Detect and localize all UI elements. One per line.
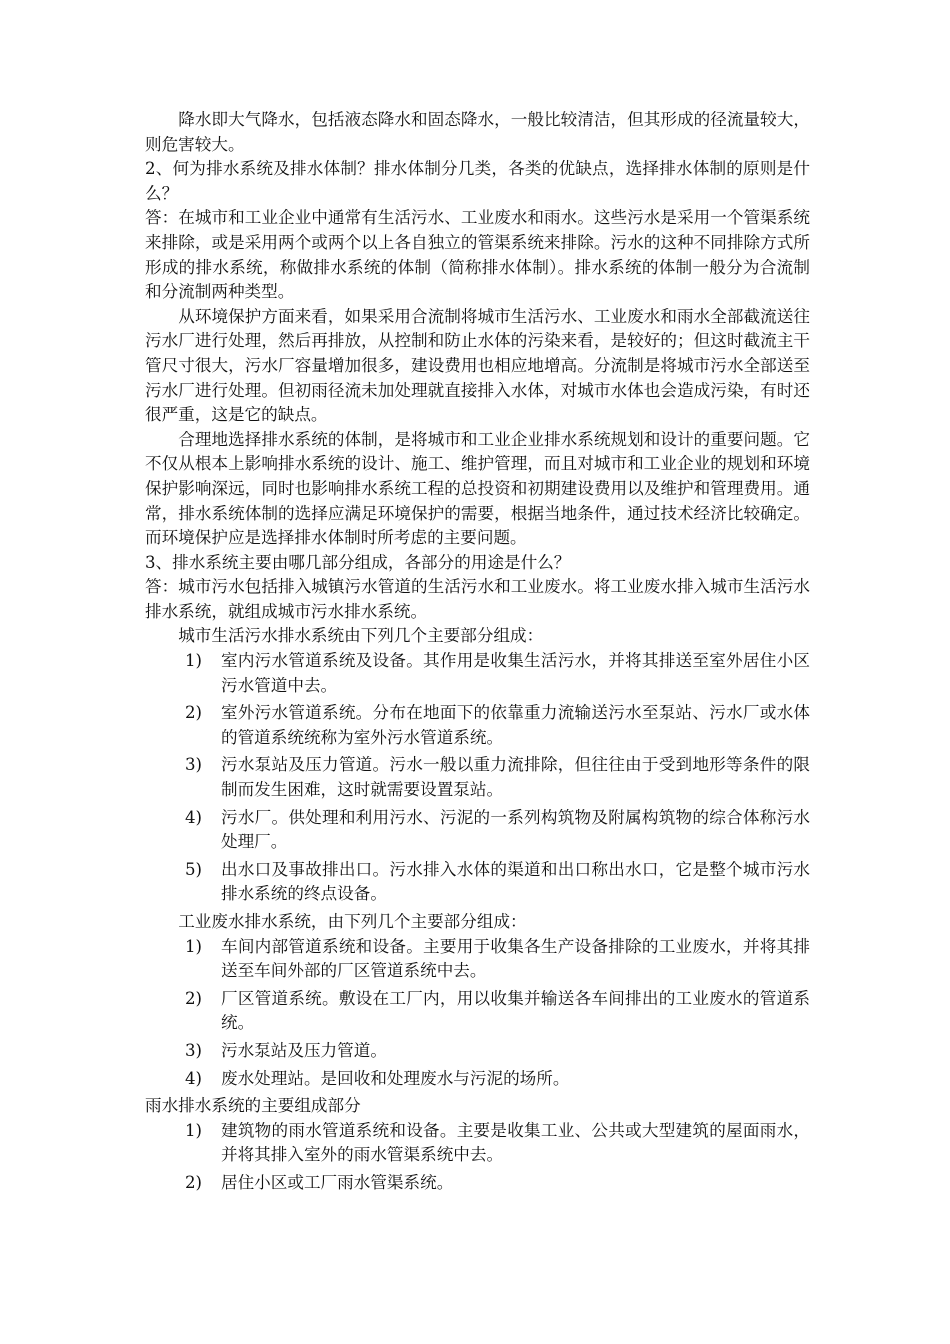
list-item [145,1171,810,1196]
list-item [145,701,810,750]
list-item [145,1067,810,1092]
rainwater-system-list [145,1119,810,1196]
list-item-text: 污水厂。供处理和利用污水、污泥的一系列构筑物及附属构筑物的综合体称污水处理厂。 [221,807,810,852]
list-item-text: 室外污水管道系统。分布在地面下的依靠重力流输送污水至泵站、污水厂或水体的管道系统统称为室外污水管道系统。 [221,703,810,747]
list-item-text: 污水泵站及压力管道。 [221,1040,387,1060]
list-item-number: 3) [185,755,203,775]
list-item-text: 污水泵站及压力管道。污水一般以重力流排除，但往往由于受到地形等条件的限制而发生困难，这时就需要设置泵站。 [221,755,810,800]
list-item [145,858,810,907]
list-item-number: 2) [185,703,203,723]
sewage-system-list [145,649,810,907]
paragraph-precipitation: 降水即大气降水，包括液态降水和固态降水，一般比较清洁，但其形成的径流量较大，则危害较大。 [145,110,810,154]
list-item-number: 5) [185,859,203,879]
list-item [145,935,810,984]
answer-2-environment: 从环境保护方面来看，如果采用合流制将城市生活污水、工业废水和雨水全部截流送往污水厂进行处理，然后再排放，从控制和防止水体的污染来看，是较好的；但这时截流主干管尺寸很大，污水厂容量增加很多，建设费用也相应地增高。分流制是将城市污水全部送至污水厂进行处理。但初雨径流未加处理就直接排入水体，对城市水体也会造成污染，有时还很严重，这是它的缺点。 [145,306,810,425]
list-item-text: 车间内部管道系统和设备。主要用于收集各生产设备排除的工业废水，并将其排送至车间外部的厂区管道系统中去。 [221,936,810,981]
list-item [145,1119,810,1168]
list-item-number: 1) [185,1120,203,1140]
list-item-number: 1) [185,936,203,956]
list-item-text: 废水处理站。是回收和处理废水与污泥的场所。 [221,1068,570,1088]
list-item-number: 3) [185,1040,203,1060]
list-item-number: 4) [185,1068,203,1088]
list-item [145,753,810,802]
list-item-text: 出水口及事故排出口。污水排入水体的渠道和出口称出水口，它是整个城市污水排水系统的终点设备。 [221,859,810,904]
list-item [145,649,810,698]
list-item-text: 厂区管道系统。敷设在工厂内，用以收集并输送各车间排出的工业废水的管道系统。 [221,988,810,1033]
answer-2-intro: 答：在城市和工业企业中通常有生活污水、工业废水和雨水。这些污水是采用一个管渠系统来排除，或是采用两个或两个以上各自独立的管渠系统来排除。污水的这种不同排除方式所形成的排水系统，称做排水系统的体制（简称排水体制）。排水系统的体制一般分为合流制和分流制两种类型。 [145,208,810,302]
list-heading-rainwater: 雨水排水系统的主要组成部分 [145,1096,361,1116]
list-item-number: 2) [185,988,203,1008]
list-heading-sewage: 城市生活污水排水系统由下列几个主要部分组成： [178,626,544,646]
list-item-number: 2) [185,1172,203,1192]
list-heading-industrial: 工业废水排水系统，由下列几个主要部分组成： [178,912,527,931]
list-item [145,987,810,1036]
list-item-text: 居住小区或工厂雨水管渠系统。 [221,1172,454,1192]
question-3: 3、排水系统主要由哪几部分组成，各部分的用途是什么？ [145,552,571,572]
industrial-system-list [145,935,810,1092]
list-item-text: 室内污水管道系统及设备。其作用是收集生活污水，并将其排送至室外居住小区污水管道中去。 [221,651,810,695]
question-2: 2、何为排水系统及排水体制？排水体制分几类，各类的优缺点，选择排水体制的原则是什么？ [145,159,810,203]
document-page [145,108,810,1199]
answer-2-selection: 合理地选择排水系统的体制，是将城市和工业企业排水系统规划和设计的重要问题。它不仅从根本上影响排水系统的设计、施工、维护管理，而且对城市和工业企业的规划和环境保护影响深远，同时也影响排水系统工程的总投资和初期建设费用以及维护和管理费用。通常，排水系统体制的选择应满足环境保护的需要，根据当地条件，通过技术经济比较确定。而环境保护应是选择排水体制时所考虑的主要问题。 [145,429,810,548]
list-item [145,806,810,855]
answer-3-intro: 答：城市污水包括排入城镇污水管道的生活污水和工业废水。将工业废水排入城市生活污水排水系统，就组成城市污水排水系统。 [145,577,810,621]
list-item [145,1039,810,1064]
list-item-number: 1) [185,651,203,671]
list-item-number: 4) [185,807,203,827]
list-item-text: 建筑物的雨水管道系统和设备。主要是收集工业、公共或大型建筑的屋面雨水，并将其排入室外的雨水管渠系统中去。 [221,1120,810,1165]
